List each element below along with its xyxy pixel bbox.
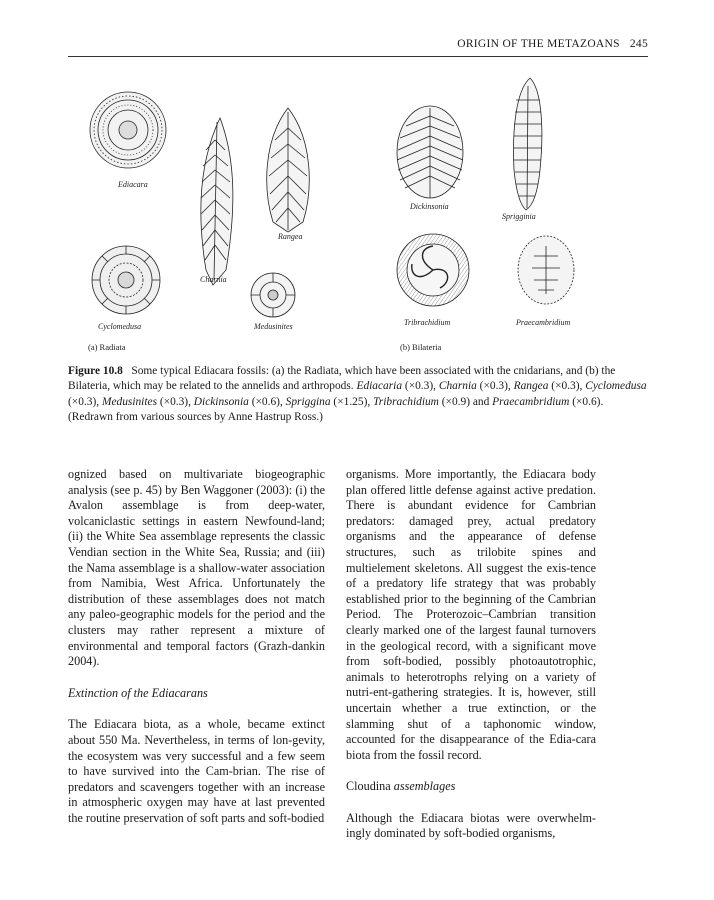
caption-text: (×0.3), xyxy=(157,395,194,408)
paragraph: ognized based on multivariate biogeographic analysis (see p. 45) by Ben Waggoner (2003): (i) the Avalon assemblage is from deep-water, volcaniclastic settings in eastern Newfound-land; (ii) the White Sea assemblage represents the classic Vendian section in the White Sea, Russia; and (iii) the Nama assemblage is a shallow-water association from Namibia, West Africa. Unfortunately the distribution of these assemblages does not match any paleo-geographic models for the period and the clusters may rather represent a mixture of environmental and temporal factors (Grazh-dankin 2004). xyxy=(68,467,325,669)
running-header xyxy=(68,38,648,50)
label-rangea: Rangea xyxy=(278,232,303,241)
ediacara-fossil xyxy=(90,92,166,168)
caption-taxon: Praecambridium xyxy=(492,395,570,408)
caption-taxon: Rangea xyxy=(513,380,549,393)
caption-taxon: Spriggina xyxy=(285,395,331,408)
cyclomedusa-fossil xyxy=(92,246,160,314)
caption-text: (×0.3), xyxy=(402,380,439,393)
figure-caption xyxy=(68,364,648,425)
label-cyclomedusa: Cyclomedusa xyxy=(98,322,142,331)
caption-text: (×0.6). (Redrawn from various sources by Anne Hastrup Ross.) xyxy=(68,395,604,423)
right-column xyxy=(346,467,596,842)
rangea-fossil xyxy=(267,108,309,232)
caption-text: (×0.9) and xyxy=(438,395,493,408)
caption-text: (×1.25), xyxy=(330,395,374,408)
panel-label-radiata: (a) Radiata xyxy=(88,342,126,352)
label-dickinsonia: Dickinsonia xyxy=(410,202,449,211)
caption-text: (×0.6), xyxy=(248,395,286,408)
paragraph: The Ediacara biota, as a whole, became extinct about 550 Ma. Nevertheless, in terms of lon-gevity, the ecosystem was very successful and a few seem to have survived into the Cam-brian. The rise of predators and scavengers together with an increase in atmospheric oxygen may have at last prevented the routine preservation of soft parts and soft-bodied xyxy=(68,717,325,825)
caption-text: (×0.3), xyxy=(68,395,102,408)
fossil-illustrations xyxy=(68,60,648,360)
charnia-fossil xyxy=(201,118,233,285)
section-heading-extinction: Extinction of the Ediacarans xyxy=(68,685,208,700)
label-spriggina: Sprigginia xyxy=(502,212,536,221)
header-rule xyxy=(68,56,648,57)
heading-rest: assemblages xyxy=(390,779,456,794)
left-column xyxy=(68,467,325,826)
page-number: 245 xyxy=(629,38,648,50)
panel-label-bilateria: (b) Bilateria xyxy=(400,342,442,352)
caption-text: (×0.3), xyxy=(476,380,514,393)
spriggina-fossil xyxy=(514,78,542,210)
caption-taxon: Charnia xyxy=(438,380,477,393)
tribrachidium-fossil xyxy=(397,234,469,306)
dickinsonia-fossil xyxy=(397,106,463,198)
label-charnia: Charnia xyxy=(200,275,227,284)
praecambridium-fossil xyxy=(518,236,574,304)
caption-text: Some typical Ediacara fossils: (a) the Radiata, which have been associated with the cnidarians, and (b) the Bilateria, which may be related to the annelids and arthropods. xyxy=(68,365,616,393)
caption-text: (×0.3), xyxy=(548,380,586,393)
medusinites-fossil xyxy=(251,273,295,317)
caption-taxon: Tribrachidium xyxy=(373,395,439,408)
label-ediacara: Ediacara xyxy=(118,180,148,189)
label-medusinites: Medusinites xyxy=(254,322,293,331)
label-praecambridium: Praecambridium xyxy=(516,318,571,327)
caption-label: Figure 10.8 xyxy=(68,365,123,377)
label-tribrachidium: Tribrachidium xyxy=(404,318,451,327)
caption-taxon: Ediacaria xyxy=(356,380,403,393)
running-title: ORIGIN OF THE METAZOANS xyxy=(457,38,620,50)
caption-taxon: Medusinites xyxy=(101,395,157,408)
paragraph: Although the Ediacara biotas were overwhelm-ingly dominated by soft-bodied organisms, xyxy=(346,810,596,841)
heading-genus: Cloudina xyxy=(346,779,391,794)
caption-taxon: Dickinsonia xyxy=(193,395,249,408)
figure-10-8 xyxy=(68,60,648,360)
paragraph: organisms. More importantly, the Ediacara body plan offered little defense against active predation. There is abundant evidence for Cambrian predators: damaged prey, actual predatory organisms and the appearance of defense structures, such as trilobite spines and multielement skeletons. All suggest the exis-tence of a predatory life strategy that was probably established prior to the beginning of the Cambrian Period. The Proterozoic–Cambrian transition clearly marked one of the largest faunal turnovers in the geological record, with a significant move from soft-bodied, possibly photoautotrophic, animals to heterotrophs relying on a variety of nutri-ent-gathering strategies. It is, however, still uncertain whether a true extinction, or the slamming shut of a taphonomic window, accounted for the disappearance of the Edia-cara biota from the fossil record. xyxy=(346,467,596,762)
caption-taxon: Cyclomedusa xyxy=(585,380,647,393)
section-heading-cloudina xyxy=(346,779,596,795)
